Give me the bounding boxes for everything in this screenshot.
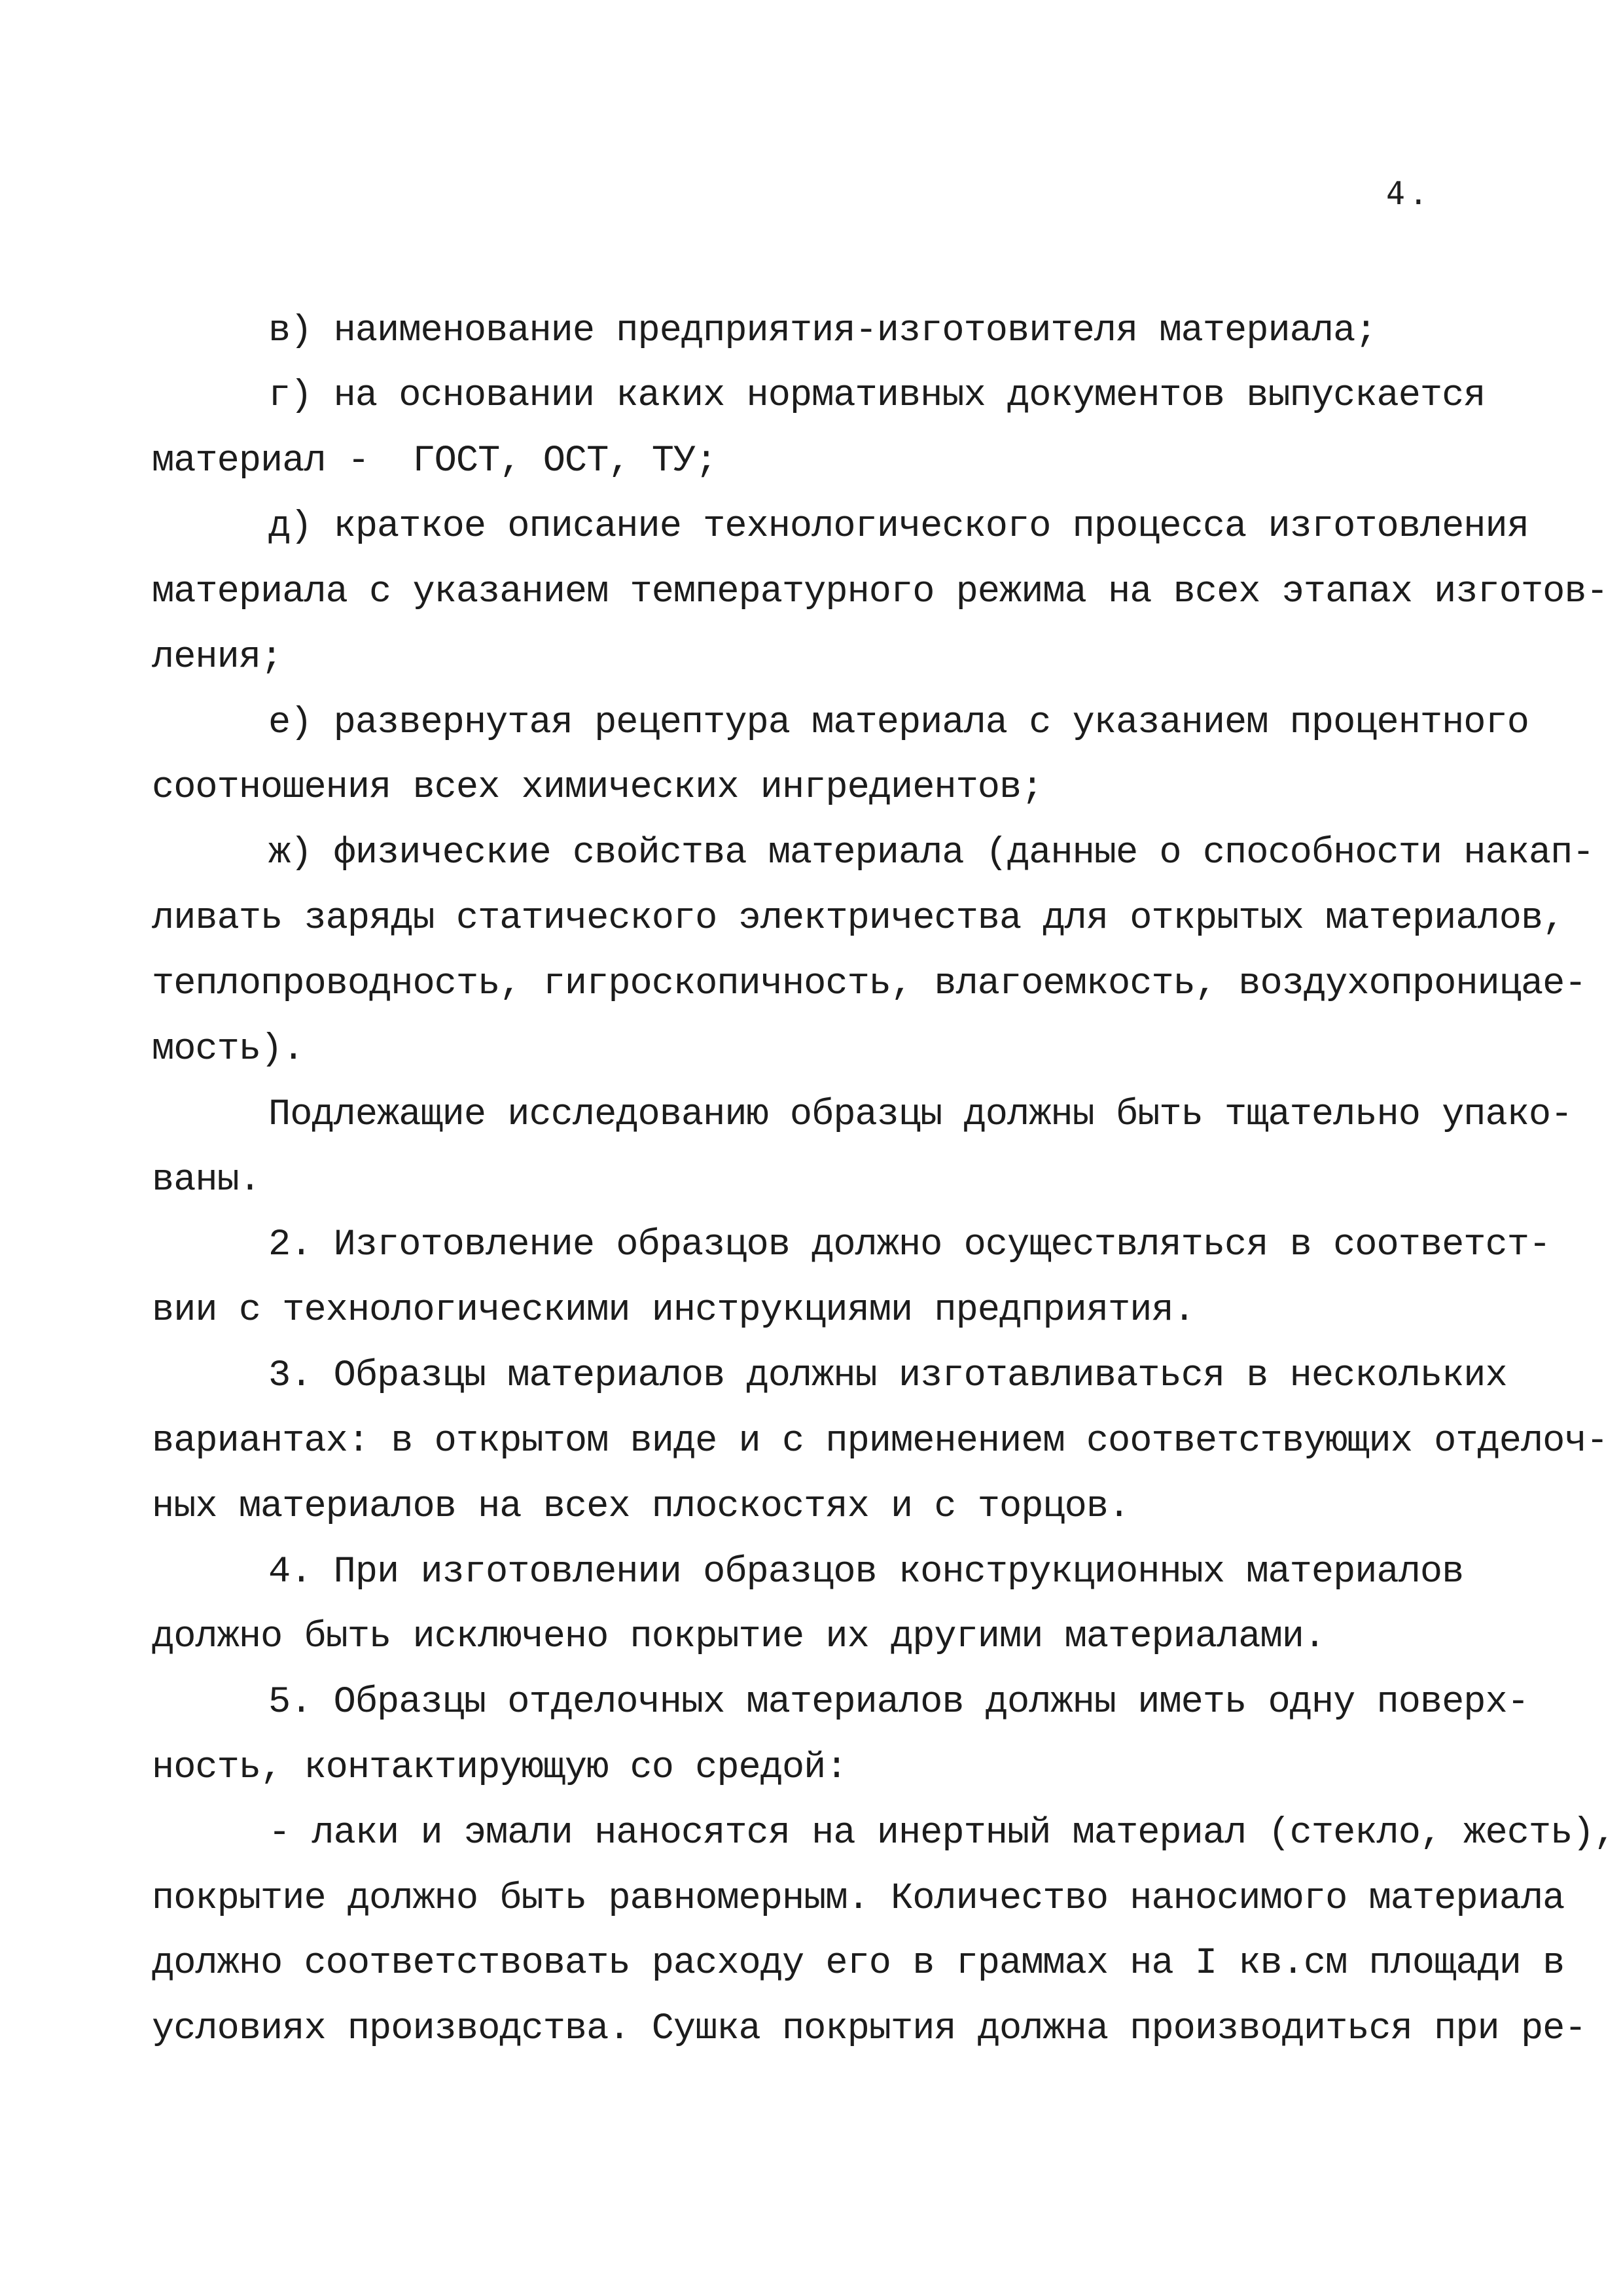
text-line: ливать заряды статического электричества для открытых материалов, bbox=[152, 898, 1565, 940]
text-line: теплопроводность, гигроскопичность, влагоемкость, воздухопроницае- bbox=[152, 963, 1586, 1005]
text-line: 3. Образцы материалов должны изготавливаться в нескольких bbox=[268, 1355, 1507, 1397]
text-line: мость). bbox=[152, 1029, 304, 1070]
text-line: ных материалов на всех плоскостях и с торцов. bbox=[152, 1486, 1130, 1528]
text-line: ность, контактирующую со средой: bbox=[152, 1747, 847, 1789]
text-line: условиях производства. Сушка покрытия должна производиться при ре- bbox=[152, 2008, 1586, 2050]
text-line: г) на основании каких нормативных документов выпускается bbox=[268, 375, 1486, 417]
text-line: 2. Изготовление образцов должно осуществляться в соответст- bbox=[268, 1224, 1551, 1266]
text-line: вариантах: в открытом виде и с применением соответствующих отделоч- bbox=[152, 1421, 1608, 1462]
text-line: соотношения всех химических ингредиентов; bbox=[152, 767, 1043, 809]
text-line: покрытие должно быть равномерным. Количество наносимого материала bbox=[152, 1878, 1565, 1920]
text-line: - лаки и эмали наносятся на инертный материал (стекло, жесть), bbox=[268, 1812, 1616, 1854]
text-line: 4. При изготовлении образцов конструкционных материалов bbox=[268, 1551, 1464, 1593]
text-line: ления; bbox=[152, 637, 283, 679]
text-line: д) краткое описание технологического процесса изготовления bbox=[268, 506, 1529, 548]
text-line: материала с указанием температурного режима на всех этапах изготов- bbox=[152, 571, 1608, 613]
page-number: 4. bbox=[1386, 175, 1432, 212]
text-line: ж) физические свойства материала (данные о способности накап- bbox=[268, 832, 1594, 874]
text-line: материал - ГОСТ, ОСТ, ТУ; bbox=[152, 440, 717, 482]
text-line: е) развернутая рецептура материала с указанием процентного bbox=[268, 702, 1529, 744]
text-line: ваны. bbox=[152, 1159, 261, 1201]
text-line: вии с технологическими инструкциями предприятия. bbox=[152, 1290, 1195, 1332]
text-line: должно соответствовать расходу его в граммах на I кв.см площади в bbox=[152, 1943, 1565, 1985]
text-line: Подлежащие исследованию образцы должны быть тщательно упако- bbox=[268, 1094, 1573, 1136]
text-line: должно быть исключено покрытие их другими материалами. bbox=[152, 1616, 1326, 1658]
text-line: в) наименование предприятия-изготовителя материала; bbox=[268, 310, 1377, 352]
text-line: 5. Образцы отделочных материалов должны иметь одну поверх- bbox=[268, 1682, 1529, 1723]
